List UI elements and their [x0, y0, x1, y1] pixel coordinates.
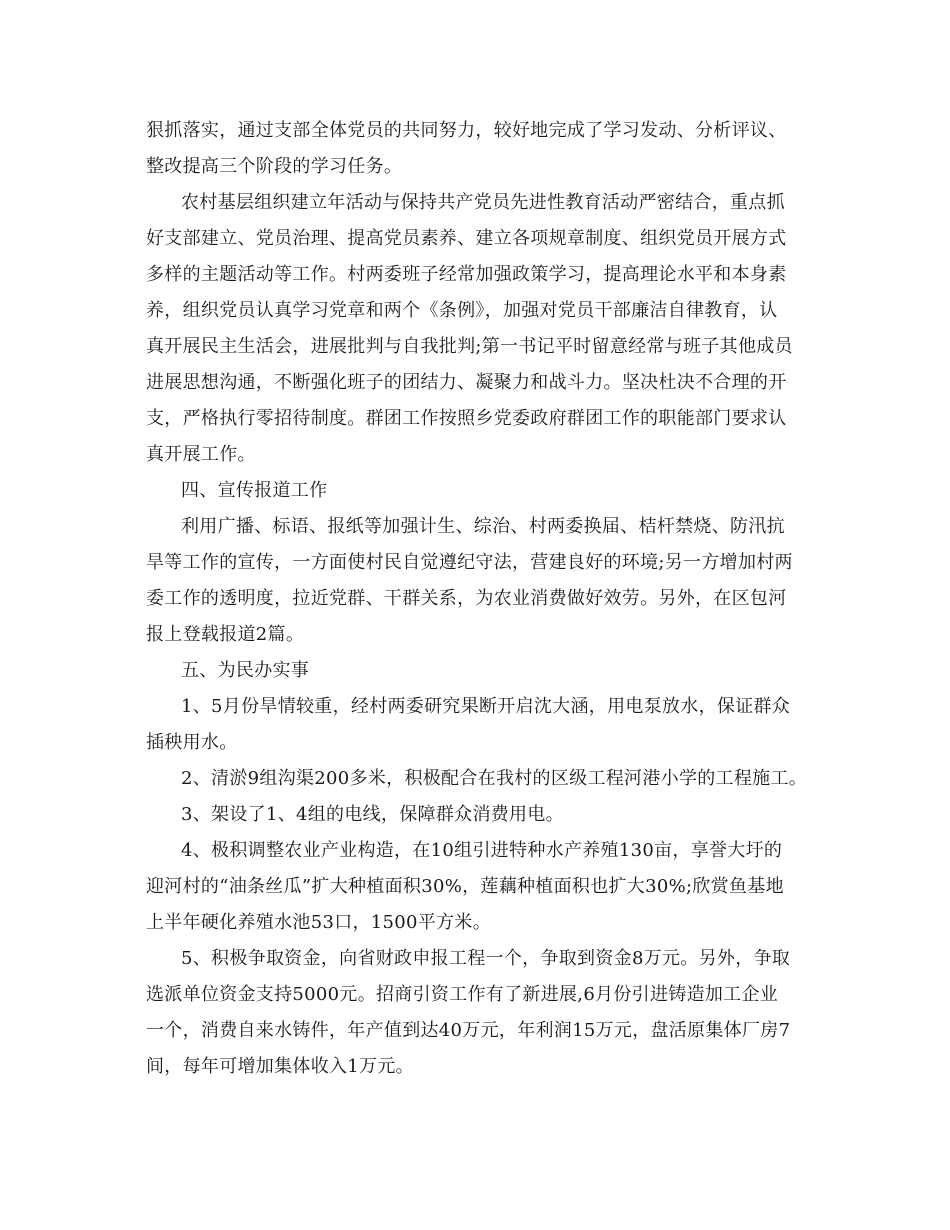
- paragraph-line: 多样的主题活动等工作。村两委班子经常加强政策学习，提高理论水平和本身素: [146, 264, 787, 285]
- paragraph-line: 好支部建立、党员治理、提高党员素养、建立各项规章制度、组织党员开展方式: [146, 228, 787, 249]
- paragraph-line: 真开展民主生活会，进展批判与自我批判;第一书记平时留意经常与班子其他成员: [146, 336, 793, 357]
- section-heading: 五、为民办实事: [181, 660, 310, 681]
- list-item-line: 迎河村的“油条丝瓜”扩大种植面积30%，莲藕种植面积也扩大30%;欣赏鱼基地: [146, 876, 784, 897]
- list-item-line: 4、极积调整农业产业构造，在10组引进特种水产养殖130亩，享誉大圩的: [181, 840, 783, 861]
- paragraph-line: 狠抓落实，通过支部全体党员的共同努力，较好地完成了学习发动、分析评议、: [146, 120, 787, 141]
- paragraph-line: 旱等工作的宣传，一方面使村民自觉遵纪守法，营建良好的环境;另一方增加村两: [146, 552, 793, 573]
- paragraph-line: 进展思想沟通，不断强化班子的团结力、凝聚力和战斗力。坚决杜决不合理的开: [146, 372, 787, 393]
- list-item-line: 2、清淤9组沟渠200多米，积极配合在我村的区级工程河港小学的工程施工。: [181, 768, 808, 789]
- list-item-line: 一个，消费自来水铸件，年产值到达40万元，年利润15万元，盘活原集体厂房7: [146, 1020, 791, 1041]
- paragraph-line: 支，严格执行零招待制度。群团工作按照乡党委政府群团工作的职能部门要求认: [146, 408, 787, 429]
- paragraph-line: 整改提高三个阶段的学习任务。: [146, 156, 403, 177]
- list-item-line: 间，每年可增加集体收入1万元。: [146, 1056, 414, 1077]
- list-item-line: 上半年硬化养殖水池53口，1500平方米。: [146, 912, 492, 933]
- paragraph-line: 养，组织党员认真学习党章和两个《条例》，加强对党员干部廉洁自律教育，认: [146, 300, 778, 321]
- paragraph-line: 农村基层组织建立年活动与保持共产党员先进性教育活动严密结合，重点抓: [181, 192, 785, 213]
- list-item-line: 插秧用水。: [146, 732, 238, 753]
- paragraph-line: 真开展工作。: [146, 444, 256, 465]
- paragraph-line: 委工作的透明度，拉近党群、干群关系，为农业消费做好效劳。另外，在区包河: [146, 588, 787, 609]
- list-item-line: 5、积极争取资金，向省财政申报工程一个，争取到资金8万元。另外，争取: [181, 948, 791, 969]
- list-item-line: 选派单位资金支持5000元。招商引资工作有了新进展,6月份引进铸造加工企业: [146, 984, 779, 1005]
- paragraph-line: 报上登载报道2篇。: [146, 624, 305, 645]
- list-item-line: 3、架设了1、4组的电线，保障群众消费用电。: [181, 804, 564, 825]
- list-item-line: 1、5月份旱情较重，经村两委研究果断开启沈大涵，用电泵放水，保证群众: [181, 696, 791, 717]
- section-heading: 四、宣传报道工作: [181, 480, 328, 501]
- paragraph-line: 利用广播、标语、报纸等加强计生、综治、村两委换届、桔杆禁烧、防汛抗: [181, 516, 785, 537]
